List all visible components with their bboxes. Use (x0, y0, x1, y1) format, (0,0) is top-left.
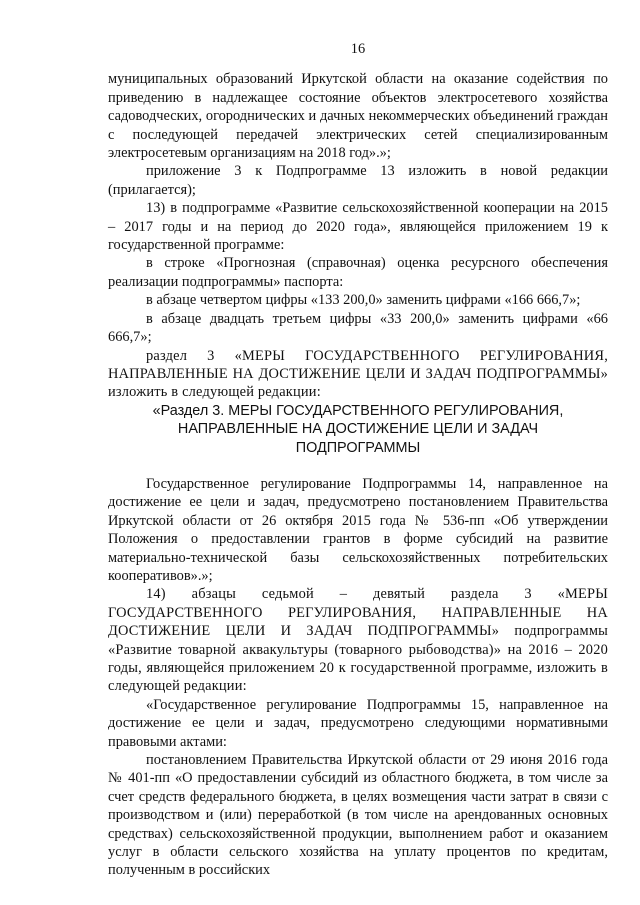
paragraph-twenty-third-line: в абзаце двадцать третьем цифры «33 200,0» заменить цифрами «66 666,7»; (108, 310, 608, 346)
document-page (108, 40, 608, 880)
paragraph-regulation-14: Государственное регулирование Подпрограммы 14, направленное на достижение ее цели и задач, предусмотрено постановлением Правительства Иркутской области от 26 октября 2015 года № 536-пп «Об утверждении Положения о предоставлении грантов в форме субсидий на развитие материально-технической базы сельскохозяйственных потребительских кооперативов».»; (108, 475, 608, 584)
paragraph-item-13: 13) в подпрограмме «Развитие сельскохозяйственной кооперации на 2015 – 2017 годы и на период до 2020 года», являющейся приложением 19 к государственной программе: (108, 200, 608, 254)
paragraph-regulation-15: «Государственное регулирование Подпрограммы 15, направленное на достижение ее цели и задач, предусмотрено следующими нормативными правовыми актами: (108, 696, 608, 750)
paragraph-appendix-3: приложение 3 к Подпрограмме 13 изложить в новой редакции (прилагается); (108, 163, 608, 198)
paragraph-passport-row: в строке «Прогнозная (справочная) оценка ресурсного обеспечения реализации подпрограммы» паспорта: (108, 255, 608, 290)
section-heading: «Раздел 3. МЕРЫ ГОСУДАРСТВЕННОГО РЕГУЛИРОВАНИЯ, НАПРАВЛЕННЫЕ НА ДОСТИЖЕНИЕ ЦЕЛИ И ЗАДАЧ ПОДПРОГРАММЫ (152, 402, 564, 456)
paragraph-section-3: раздел 3 «МЕРЫ ГОСУДАРСТВЕННОГО РЕГУЛИРОВАНИЯ, НАПРАВЛЕННЫЕ НА ДОСТИЖЕНИЕ ЦЕЛИ И ЗАДАЧ ПОДПРОГРАММЫ» изложить в следующей редакции: (108, 347, 608, 401)
spacer (108, 457, 608, 475)
paragraph-continuation: муниципальных образований Иркутской области на оказание содействия по приведению в надлежащее состояние объектов электросетевого хозяйства садоводческих, огороднических и дачных некоммерческих объединений граждан с последующей передачей электрических сетей специализированным электросетевым организациям на 2018 год».»; (108, 71, 608, 162)
page-number: 16 (350, 41, 366, 57)
paragraph-fourth-line: в абзаце четвертом цифры «133 200,0» заменить цифрами «166 666,7»; (146, 292, 581, 309)
paragraph-resolution-401: постановлением Правительства Иркутской области от 29 июня 2016 года № 401-пп «О предоставлении субсидий из областного бюджета, в том числе за счет средств федерального бюджета, в целях возмещения части затрат в связи с производством и (или) переработкой (в том числе на арендованных основных средствах) сельскохозяйственной продукции, выполнением работ и оказанием услуг в области сельского хозяйства на уплату процентов по кредитам, полученным в российских (108, 752, 608, 879)
paragraph-item-14: 14) абзацы седьмой – девятый раздела 3 «МЕРЫ ГОСУДАРСТВЕННОГО РЕГУЛИРОВАНИЯ, НАПРАВЛЕННЫЕ НА ДОСТИЖЕНИЕ ЦЕЛИ И ЗАДАЧ ПОДПРОГРАММЫ» подпрограммы «Развитие товарной аквакультуры (товарного рыбоводства)» на 2016 – 2020 годы, являющейся приложением 20 к государственной программе, изложить в следующей редакции: (108, 586, 608, 695)
